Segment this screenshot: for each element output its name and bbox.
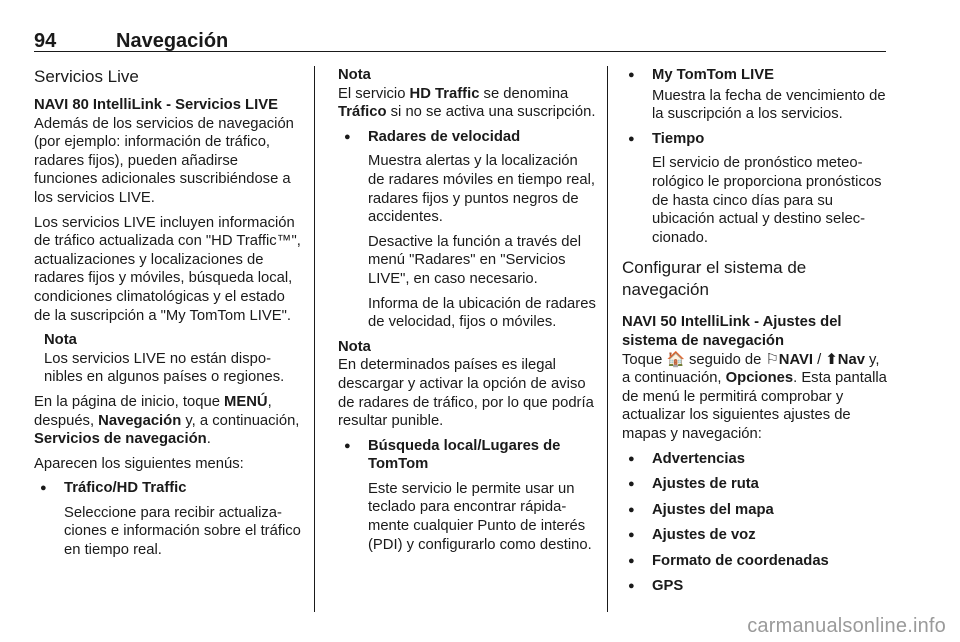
- paragraph-live-services: Los servicios LIVE incluyen información de tráfico actualizada con "HD Traffic™", actualizaciones y localizaciones de radares fijos y móviles, búsqueda local, condiciones climatológicas y el estado de la suscripción a "My TomTom LIVE".: [34, 214, 301, 324]
- column-2: [338, 66, 598, 560]
- text-fragment: si no se activa una suscripción.: [386, 104, 596, 121]
- note-hd-traffic: [338, 85, 598, 122]
- navegacion-label: Navegación: [98, 412, 182, 429]
- text-fragment: En la página de inicio, toque: [34, 393, 225, 410]
- bullet-text: Informa de la ubicación de radares de velocidad, fijos o móviles.: [368, 295, 596, 331]
- flag-icon: ⚐: [765, 351, 779, 368]
- paragraph-intro: Además de los servicios de navegación (por ejemplo: información de tráfico, radares fijos), pueden añadirse funciones adicionales suscribiéndose a los servicios LIVE.: [34, 115, 294, 206]
- list-item-label: Ajustes de voz: [652, 527, 756, 544]
- list-item-label: GPS: [652, 578, 684, 595]
- list-item: [622, 526, 888, 545]
- section-title-servicios-live: Servicios Live: [34, 67, 139, 86]
- list-item-label: Advertencias: [652, 450, 745, 467]
- list-item-label: Ajustes del mapa: [652, 501, 774, 518]
- bullet-tiempo: [622, 130, 888, 248]
- menu-label: MENÚ: [224, 393, 268, 410]
- navi-label: NAVI: [778, 351, 814, 368]
- nav-arrow-icon: ⬆: [825, 351, 838, 368]
- note-title: Nota: [338, 338, 371, 355]
- text-fragment: se denomina: [479, 85, 569, 102]
- note-title: Nota: [44, 332, 77, 349]
- bullet-radares: [338, 128, 598, 332]
- text-fragment: y, a continuación,: [181, 412, 300, 429]
- bullet-title: ● Búsqueda local/Lugares de TomTom: [368, 437, 561, 473]
- paragraph-instructions: [622, 351, 888, 444]
- text-fragment: El servicio: [338, 85, 410, 102]
- bullet-title: ● My TomTom LIVE: [652, 67, 774, 83]
- section-title-configurar: Configurar el sistema de navegación: [622, 258, 807, 300]
- bullet-text: Muestra la fecha de vencimiento de la suscripción a los servicios.: [652, 87, 886, 123]
- column-divider-1: [314, 66, 315, 612]
- bullet-my-tomtom-live: [622, 66, 888, 124]
- note-text: Los servicios LIVE no están disponibles en algunos países o regiones.: [44, 350, 285, 386]
- bullet-text: Muestra alertas y la localización de radares móviles en tiempo real, radares fijos y puntos negros de accidentes.: [368, 153, 595, 226]
- settings-list: [622, 450, 888, 597]
- page-number: 94: [34, 30, 57, 52]
- paragraph-menu-path: [34, 393, 304, 449]
- bullet-title: ● Tráfico/HD Traffic: [64, 480, 187, 497]
- list-item: [622, 577, 888, 596]
- chapter-title: Navegación: [116, 30, 229, 52]
- home-icon: 🏠: [666, 351, 685, 368]
- note-title: Nota: [338, 67, 371, 83]
- paragraph-menus-appear: Aparecen los siguientes menús:: [34, 455, 244, 472]
- watermark: carmanualsonline.info: [747, 615, 946, 637]
- bullet-busqueda-local: [338, 437, 598, 555]
- bullet-title: ● Radares de velocidad: [368, 128, 521, 145]
- text-fragment: Toque: [622, 351, 667, 368]
- bullet-trafico: [34, 479, 304, 559]
- text-fragment: /: [813, 351, 826, 368]
- nav-label: Nav: [837, 351, 865, 368]
- list-item: [622, 475, 888, 494]
- list-item-label: Ajustes de ruta: [652, 476, 759, 493]
- column-1: [34, 66, 304, 566]
- text-fragment: seguido de: [684, 351, 766, 368]
- column-divider-2: [607, 66, 608, 612]
- page-header: [34, 30, 886, 52]
- bullet-text: Seleccione para recibir actualizaciones e información sobre el tráfico en tiempo real.: [64, 504, 301, 559]
- note-block: [34, 331, 304, 387]
- hd-traffic-label: HD Traffic: [409, 85, 480, 102]
- bullet-text: El servicio de pronóstico meteorológico le proporciona pronósticos de hasta cinco días para su ubicación actual y destino seleccionado.: [652, 155, 882, 246]
- list-item: [622, 501, 888, 520]
- list-item: [622, 552, 888, 571]
- text-fragment: y, a continuación,: [622, 351, 880, 387]
- note-illegal-text: En determinados países es ilegal descargar y activar la opción de aviso de radares de tráfico, por lo que podría resultar punible.: [338, 357, 594, 430]
- bullet-title: ● Tiempo: [652, 130, 705, 147]
- opciones-label: Opciones: [725, 370, 794, 387]
- list-item-label: Formato de coordenadas: [652, 552, 829, 569]
- column-3: [622, 66, 888, 603]
- subsection-title-navi50: NAVI 50 IntelliLink - Ajustes del sistema de navegación: [622, 314, 842, 349]
- servicios-navegacion-label: Servicios de navegación: [34, 431, 207, 448]
- bullet-text: Este servicio le permite usar un teclado para encontrar rápidamente cualquier Punto de interés (PDI) y configurarlo como destino.: [368, 480, 592, 553]
- text-fragment: .: [206, 431, 211, 448]
- text-fragment: . Esta pantalla de menú le permitirá comprobar y actualizar los siguientes ajustes de mapas y navegación:: [622, 370, 887, 442]
- bullet-text: Desactive la función a través del menú "Radares" en "Servicios LIVE", en caso necesario.: [368, 233, 582, 287]
- list-item: [622, 450, 888, 469]
- text-fragment: , después,: [34, 393, 272, 429]
- subsection-title-navi80: NAVI 80 IntelliLink - Servicios LIVE: [34, 97, 278, 113]
- trafico-label: Tráfico: [338, 104, 387, 121]
